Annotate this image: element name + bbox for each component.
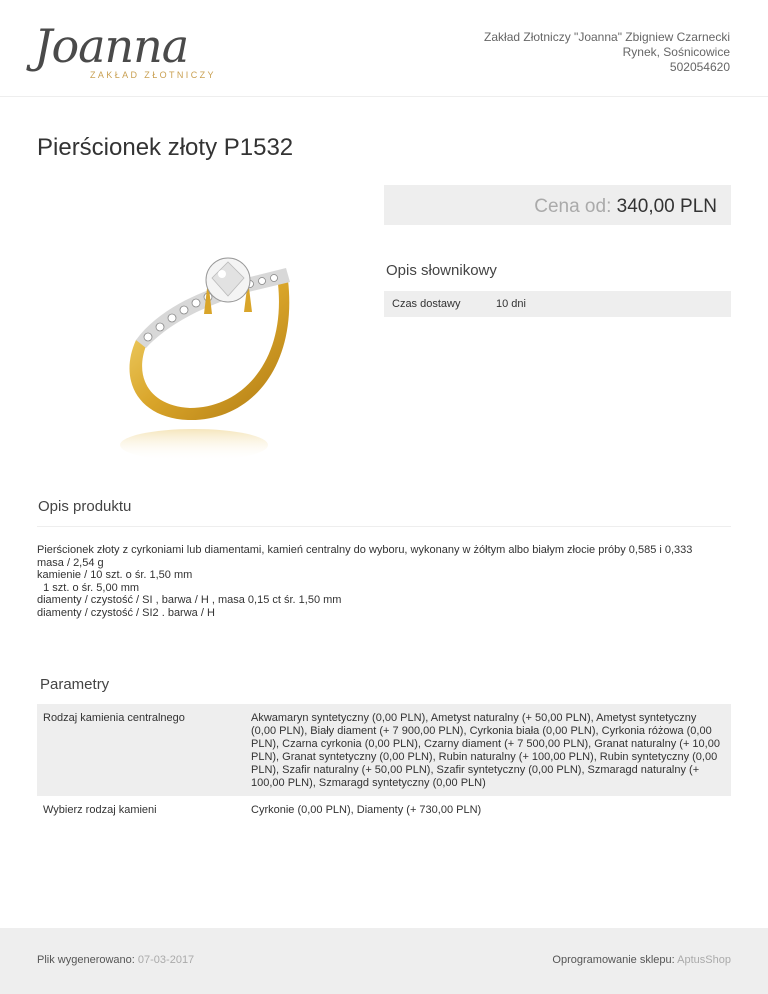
price-box [384, 185, 731, 225]
company-name: Zakład Złotniczy "Joanna" Zbigniew Czarnecki [484, 30, 730, 44]
parameter-row [37, 704, 731, 796]
company-address: Rynek, Sośnicowice [622, 45, 730, 59]
parameter-key: Rodzaj kamienia centralnego [43, 712, 185, 724]
software-link[interactable]: AptusShop [677, 954, 731, 966]
product-image [108, 240, 308, 470]
description-line: Pierścionek złoty z cyrkoniami lub diamentami, kamień centralny do wyboru, wykonany w żółtym albo białym złocie próby 0,585 i 0,333 [37, 544, 693, 556]
software-info [552, 954, 731, 966]
company-info [484, 30, 730, 75]
dictionary-title: Opis słownikowy [386, 262, 497, 279]
description-line: diamenty / czystość / SI2 . barwa / H [37, 606, 215, 619]
parameter-value: Akwamaryn syntetyczny (0,00 PLN), Ametyst naturalny (+ 50,00 PLN), Ametyst syntetyczny (0,00 PLN), Biały diament (+ 7 900,00 PLN), Cyrkonia biała (0,00 PLN), Cyrkonia różowa (0,00 PLN), Czarna cyrkonia (0,00 PLN), Czarny diament (+ 7 500,00 PLN), Granat naturalny (+ 10,00 PLN), Granat syntetyczny (0,00 PLN), Rubin naturalny (+ 100,00 PLN), Rubin syntetyczny (0,00 PLN), Szafir naturalny (+ 50,00 PLN), Szafir syntetyczny (0,00 PLN), Szmaragd naturalny (+ 100,00 PLN), Szmaragd syntetyczny (0,00 PLN) [251, 712, 720, 789]
software-label: Oprogramowanie sklepu: [552, 954, 675, 966]
description-line: masa / 2,54 g [37, 556, 104, 569]
description-line: diamenty / czystość / SI , barwa / H , masa 0,15 ct śr. 1,50 mm [37, 594, 342, 606]
parameter-value: Cyrkonie (0,00 PLN), Diamenty (+ 730,00 PLN) [251, 804, 482, 816]
product-title: Pierścionek złoty P1532 [37, 134, 294, 161]
generated-info [37, 954, 194, 966]
generated-label: Plik wygenerowano: [37, 954, 135, 966]
dictionary-value: 10 dni [496, 298, 526, 310]
company-phone: 502054620 [669, 60, 730, 74]
description-body [37, 544, 737, 619]
generated-date: 07-03-2017 [137, 954, 195, 966]
description-title: Opis produktu [38, 498, 132, 515]
logo-script-text: Joanna [34, 19, 189, 73]
price-label: Cena od: [534, 196, 612, 217]
parameter-row [37, 796, 731, 824]
price-value: 340,00 PLN [616, 196, 717, 217]
page-header [0, 0, 768, 97]
dictionary-row [384, 291, 731, 317]
parameters-title: Parametry [40, 676, 110, 693]
page-footer [0, 928, 768, 994]
divider [37, 526, 731, 527]
logo-subtitle: ZAKŁAD ZŁOTNICZY [90, 70, 216, 80]
dictionary-key: Czas dostawy [392, 298, 461, 310]
description-line: 1 szt. o śr. 5,00 mm [37, 581, 140, 594]
description-line: kamienie / 10 szt. o śr. 1,50 mm [37, 569, 193, 581]
parameter-key: Wybierz rodzaj kamieni [43, 804, 157, 816]
logo [34, 19, 224, 92]
